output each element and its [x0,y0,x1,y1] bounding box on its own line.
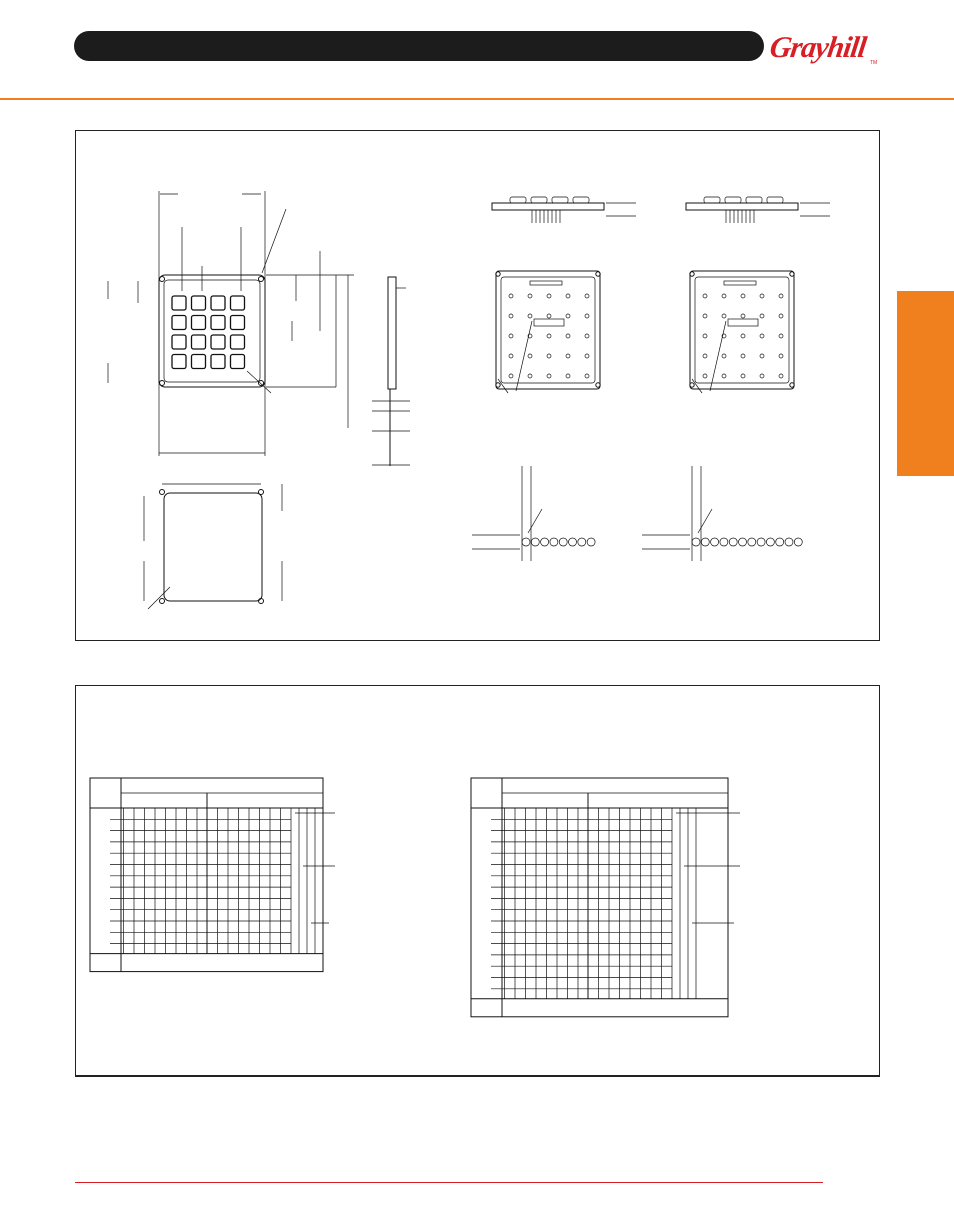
pcb-pin [566,354,570,358]
grayhill-logo[interactable]: Grayhill [767,31,868,64]
panel-cutout-view [144,484,282,609]
keypad-key [211,316,225,330]
connector-pad [794,538,802,546]
dimension-drawings [76,131,881,642]
circuit-tables [76,686,881,1078]
circuit-table-b [471,778,740,1017]
pcb-pin [547,374,551,378]
connector-pad [748,538,756,546]
keypad-key [211,335,225,349]
connector-pad [541,538,549,546]
pcb-inner-outline [695,277,789,383]
pcb-pin [779,354,783,358]
table-frame [471,778,728,1017]
pcb-pin [547,294,551,298]
pcb-pin [703,314,707,318]
connector-pad [757,538,765,546]
keypad-bezel-outer [159,275,265,387]
keypad-key [172,335,186,349]
pcb-inner-outline [501,277,595,383]
pcb-label [728,319,758,326]
header-rule [0,98,954,100]
profile-key [552,197,568,203]
profile-key [531,197,547,203]
keypad-key [231,296,245,310]
dimension-drawings-panel [75,130,880,641]
pcb-profile [686,203,798,210]
pcb-pin [760,294,764,298]
pcb-pin [585,354,589,358]
pcb-rear-view-a [492,197,636,393]
pcb-header [530,281,562,285]
pcb-outline [690,271,794,389]
pcb-pin [547,314,551,318]
pcb-label [534,319,564,326]
pcb-pin [509,374,513,378]
side-profile [388,277,396,389]
pcb-pin [566,374,570,378]
pcb-pin [741,314,745,318]
pcb-pin [528,354,532,358]
pcb-pin [585,374,589,378]
pcb-pin [566,334,570,338]
pcb-pin [566,314,570,318]
connector-pad [739,538,747,546]
connector-pad [569,538,577,546]
connector-pad [701,538,709,546]
pcb-pin [741,374,745,378]
cutout-hole [259,599,264,604]
header-bar [74,31,764,61]
keypad-key [192,335,206,349]
leader-line [710,321,726,391]
leader-line [528,509,542,533]
pcb-pin [528,374,532,378]
connector-pad [711,538,719,546]
pcb-pin [585,334,589,338]
footer-rule [75,1182,823,1183]
keypad-key [172,355,186,369]
connector-pad [729,538,737,546]
panel-cutout-outline [164,493,262,601]
circuit-tables-panel [75,685,880,1077]
connector-pad [550,538,558,546]
profile-key [510,197,526,203]
pcb-pin [585,294,589,298]
pcb-pin [566,294,570,298]
profile-key [725,197,741,203]
keypad-side-view [372,277,410,466]
pcb-profile [492,203,604,210]
keypad-key [211,296,225,310]
connector-pad [522,538,530,546]
keypad-key [172,316,186,330]
pcb-pin [779,334,783,338]
cutout-hole [160,599,165,604]
leader-line [148,587,170,609]
pcb-pin [509,314,513,318]
mount-hole [160,277,165,282]
pcb-pin [509,354,513,358]
pcb-pin [703,294,707,298]
keypad-key [192,355,206,369]
connector-pad [578,538,586,546]
profile-key [573,197,589,203]
keypad-key [231,335,245,349]
connector-pad [785,538,793,546]
keypad-keys [172,296,245,369]
connector-pad [766,538,774,546]
pcb-pin [760,374,764,378]
section-side-tab[interactable] [897,291,954,476]
profile-key [704,197,720,203]
pcb-pin [509,294,513,298]
pcb-header [724,281,756,285]
pcb-pin [779,374,783,378]
pcb-pin [585,314,589,318]
pcb-pin [722,294,726,298]
pcb-pin [779,294,783,298]
profile-key [767,197,783,203]
pcb-pin [509,334,513,338]
connector-pad [692,538,700,546]
cutout-hole [160,490,165,495]
pcb-pin [760,314,764,318]
pcb-pin [741,294,745,298]
pcb-pin [528,294,532,298]
pcb-pin [703,374,707,378]
circuit-table-a [90,778,335,972]
leader-line [262,209,286,273]
keypad-key [192,296,206,310]
pcb-rear-view-b [686,197,830,393]
connector-pad [531,538,539,546]
cutout-hole [259,490,264,495]
pcb-pin [722,354,726,358]
keypad-key [192,316,206,330]
pcb-pin [528,314,532,318]
logo-trademark: TM [870,60,878,66]
connector-footprint-b [642,466,802,561]
connector-pad [776,538,784,546]
pcb-pin [741,334,745,338]
pcb-pin [741,354,745,358]
pcb-pin [547,334,551,338]
pcb-pin [547,354,551,358]
pcb-pin [722,314,726,318]
leader-line [516,321,532,391]
leader-line [698,509,712,533]
connector-pad [720,538,728,546]
pcb-pin [703,354,707,358]
pcb-pin [779,314,783,318]
mount-hole [259,277,264,282]
keypad-key [231,355,245,369]
profile-key [746,197,762,203]
pcb-pin [703,334,707,338]
connector-pad [559,538,567,546]
mount-hole [259,381,264,386]
pcb-outline [496,271,600,389]
connector-footprint-a [472,466,595,561]
connector-pad [587,538,595,546]
keypad-key [172,296,186,310]
mount-hole [160,381,165,386]
pcb-pin [760,334,764,338]
pcb-pin [760,354,764,358]
pcb-pin [722,374,726,378]
keypad-key [231,316,245,330]
keypad-key [211,355,225,369]
keypad-front-view [108,191,354,456]
